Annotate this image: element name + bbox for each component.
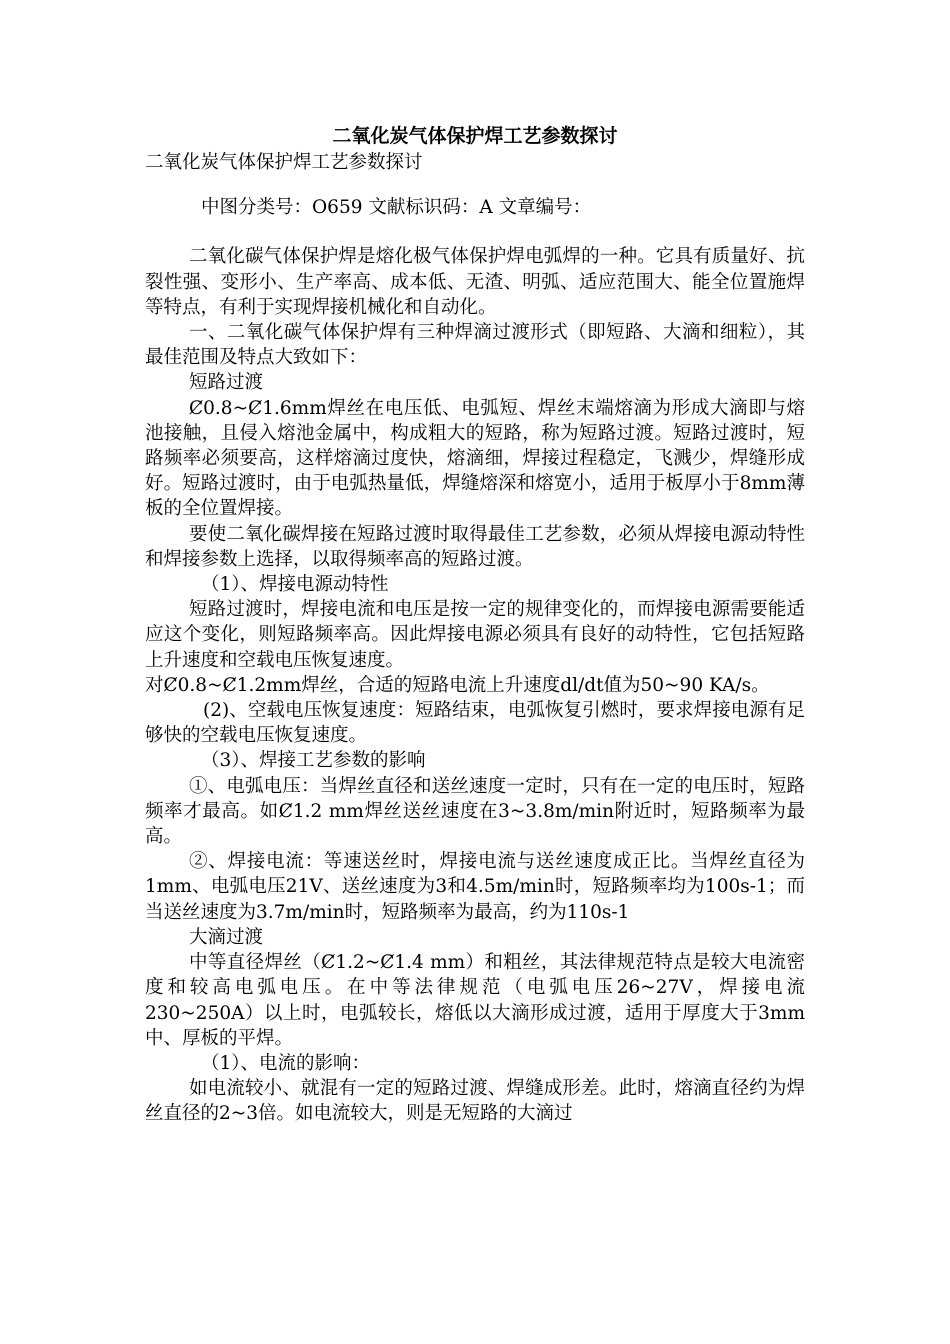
heading-globular-transfer: 大滴过渡 [189,926,264,948]
paragraph-dynamic-characteristic: 短路过渡时，焊接电流和电压是按一定的规律变化的，而焊接电源需要能适应这个变化，则短路频率高。因此焊接电源必须具有良好的动特性，它包括短路上升速度和空载电压恢复速度。 [145,599,805,671]
paragraph-welding-current: ②、焊接电流：等速送丝时，焊接电流与送丝速度成正比。当焊丝直径为1mm、电弧电压21V、送丝速度为3和4.5m/min时，短路频率均为100s-1；而当送丝速度为3.7m/min时，短路频率为最高，约为110s-1 [145,851,805,923]
document-subtitle: 二氧化炭气体保护焊工艺参数探讨 [145,152,423,173]
document-title: 二氧化炭气体保护焊工艺参数探讨 [332,125,618,147]
paragraph-voltage-recovery: (2)、空载电压恢复速度：短路结束，电弧恢复引燃时，要求焊接电源有足够快的空载电压恢复速度。 [145,700,805,747]
paragraph-section-one: 一、二氧化碳气体保护焊有三种焊滴过渡形式（即短路、大滴和细粒），其最佳范围及特点大致如下： [145,322,805,369]
paragraph-globular: 中等直径焊丝（Ȼ1.2~Ȼ1.4 mm）和粗丝，其法律规范特点是较大电流密度和较高电弧电压。在中等法律规范（电弧电压26~27V，焊接电流230~250A）以上时，电弧较长，熔低以大滴形成过渡，适用于厚度大于3mm中、厚板的平焊。 [145,952,805,1049]
paragraph-intro: 二氧化碳气体保护焊是熔化极气体保护焊电弧焊的一种。它具有质量好、抗裂性强、变形小、生产率高、成本低、无渣、明弧、适应范围大、能全位置施焊等特点，有利于实现焊接机械化和自动化。 [145,246,805,318]
paragraph-arc-voltage: ①、电弧电压：当焊丝直径和送丝速度一定时，只有在一定的电压时，短路频率才最高。如Ȼ1.2 mm焊丝送丝速度在3~3.8m/min附近时，短路频率为最高。 [145,775,805,848]
heading-current-effect: （1）、电流的影响： [201,1052,371,1074]
heading-short-circuit-transfer: 短路过渡 [189,372,264,394]
paragraph-current-rise: 对Ȼ0.8~Ȼ1.2mm焊丝，合适的短路电流上升速度dl/dt值为50~90 KA/s。 [145,674,770,696]
document-page [145,122,805,1127]
paragraph-current-effect: 如电流较小、就混有一定的短路过渡、焊缝成形差。此时，熔滴直径约为焊丝直径的2~3倍。如电流较大，则是无短路的大滴过 [145,1078,805,1125]
heading-process-params: （3）、焊接工艺参数的影响 [201,750,426,772]
heading-dynamic-characteristic: （1）、焊接电源动特性 [201,574,389,596]
classification-line: 中图分类号：O659 文献标识码：A 文章编号： [201,197,592,219]
paragraph-best-params: 要使二氧化碳焊接在短路过渡时取得最佳工艺参数，必须从焊接电源动特性和焊接参数上选择，以取得频率高的短路过渡。 [145,523,805,570]
paragraph-short-circuit: Ȼ0.8~Ȼ1.6mm焊丝在电压低、电弧短、焊丝末端熔滴为形成大滴即与熔池接触，且侵入熔池金属中，构成粗大的短路，称为短路过渡。短路过渡时，短路频率必须要高，这样熔滴过度快，熔滴细，焊接过程稳定，飞溅少，焊缝形成好。短路过渡时，由于电弧热量低，焊缝熔深和熔宽小，适用于板厚小于8mm薄板的全位置焊接。 [145,397,805,520]
